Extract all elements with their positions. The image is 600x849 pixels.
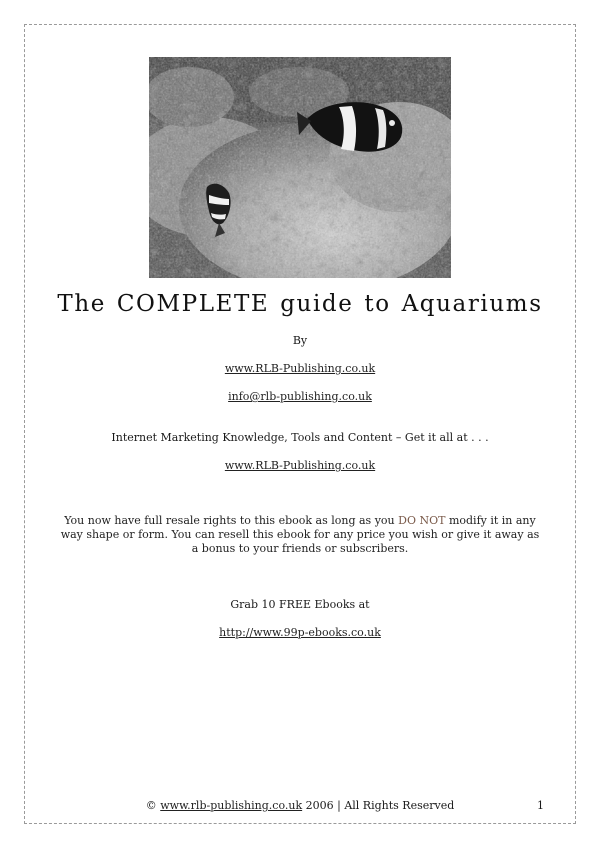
email-link-row (0, 390, 600, 404)
resale-rights-paragraph (60, 514, 540, 556)
free-ebooks-link[interactable]: http://www.99p-ebooks.co.uk (219, 626, 381, 639)
free-ebooks-link-row (0, 626, 600, 640)
document-title: The COMPLETE guide to Aquariums (57, 291, 543, 317)
copyright-symbol: © (145, 799, 157, 812)
resale-text-after: modify it in any way shape or form. You can resell this ebook for any price you wish or give it away as a bonus to your friends or subscribers. (60, 514, 540, 555)
publisher-website-link[interactable]: www.RLB-Publishing.co.uk (224, 362, 376, 375)
resale-emphasis: DO NOT (398, 514, 446, 527)
footer-rights: 2006 | All Rights Reserved (305, 799, 455, 812)
page-number: 1 (537, 799, 544, 812)
cover-photo-clownfish-anemone (149, 57, 451, 278)
tagline: Internet Marketing Knowledge, Tools and Content – Get it all at . . . (111, 431, 489, 444)
publisher-link-row (0, 362, 600, 376)
footer (0, 799, 600, 813)
publisher-link-row-2 (0, 459, 600, 473)
byline: By (292, 334, 308, 347)
footer-website-link[interactable]: www.rlb-publishing.co.uk (160, 799, 303, 812)
free-ebooks-label: Grab 10 FREE Ebooks at (230, 598, 370, 611)
contact-email-link[interactable]: info@rlb-publishing.co.uk (228, 390, 372, 403)
resale-text-before: You now have full resale rights to this ebook as long as you (64, 514, 399, 527)
publisher-website-link-2[interactable]: www.RLB-Publishing.co.uk (224, 459, 376, 472)
